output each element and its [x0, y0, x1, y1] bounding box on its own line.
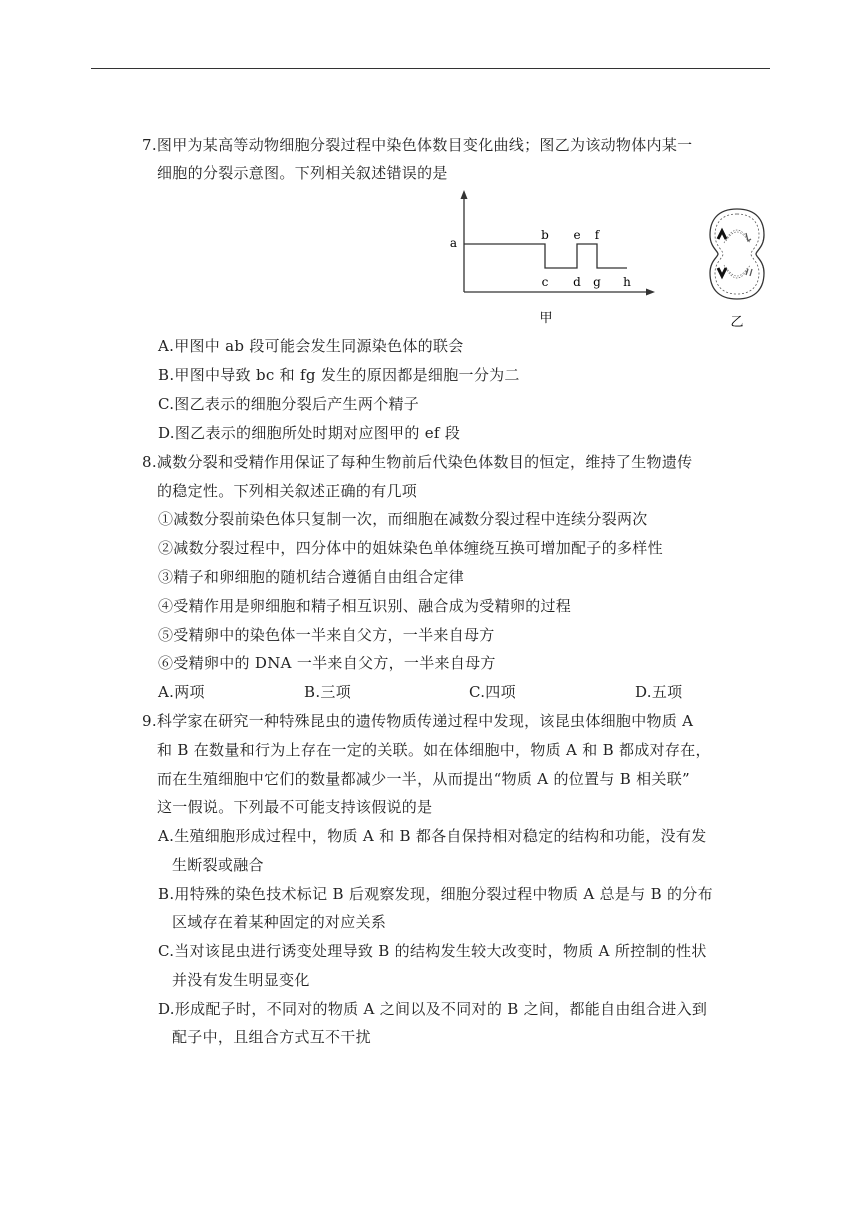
- q9-option-a-line-1: A.生殖细胞形成过程中，物质 A 和 B 都各自保持相对稳定的结构和功能，没有发: [158, 827, 707, 845]
- q8-option-a: A.两项: [158, 683, 205, 701]
- q9-option-b-line-2: 区域存在着某种固定的对应关系: [172, 913, 387, 931]
- chromosome-dark-bottom: [718, 268, 726, 276]
- figure-yi-label: 乙: [730, 315, 744, 330]
- spindle-fibers-bottom: [724, 265, 750, 278]
- q7-option-c: C.图乙表示的细胞分裂后产生两个精子: [158, 395, 420, 413]
- q7-option-d: D.图乙表示的细胞所处时期对应图甲的 ef 段: [158, 424, 461, 442]
- point-label-d: d: [573, 275, 581, 289]
- q8-stem-line-2: 的稳定性。下列相关叙述正确的有几项: [157, 482, 418, 500]
- chromosome-count-curve: [464, 244, 627, 268]
- q8-item-1: ①减数分裂前染色体只复制一次，而细胞在减数分裂过程中连续分裂两次: [158, 510, 648, 528]
- q7-stem-line-2: 细胞的分裂示意图。下列相关叙述错误的是: [157, 164, 448, 182]
- cell-membrane-inner: [715, 214, 759, 294]
- q7-option-a: A.甲图中 ab 段可能会发生同源染色体的联会: [158, 337, 464, 355]
- point-label-f: f: [594, 228, 600, 242]
- q8-option-c: C.四项: [469, 683, 516, 701]
- q9-stem-line-1: 9.科学家在研究一种特殊昆虫的遗传物质传递过程中发现，该昆虫体细胞中物质 A: [142, 712, 694, 730]
- q9-option-c-line-1: C.当对该昆虫进行诱变处理导致 B 的结构发生较大改变时，物质 A 所控制的性状: [158, 942, 707, 960]
- point-label-h: h: [623, 275, 631, 289]
- q9-option-b-line-1: B.用特殊的染色技术标记 B 后观察发现，细胞分裂过程中物质 A 总是与 B 的分布: [158, 885, 713, 903]
- header-rule: [91, 68, 770, 69]
- q9-option-d-line-1: D.形成配子时，不同对的物质 A 之间以及不同对的 B 之间，都能自由组合进入到: [158, 1000, 708, 1018]
- chromosome-dark-top: [718, 231, 726, 239]
- q8-item-6: ⑥受精卵中的 DNA 一半来自父方，一半来自母方: [158, 654, 496, 672]
- q8-option-b: B.三项: [304, 683, 351, 701]
- point-label-e: e: [573, 228, 581, 242]
- point-label-a: a: [449, 236, 457, 250]
- spindle-fibers-top: [724, 230, 750, 243]
- q8-item-2: ②减数分裂过程中，四分体中的姐妹染色单体缠绕互换可增加配子的多样性: [158, 539, 663, 557]
- q8-option-d: D.五项: [635, 683, 683, 701]
- q7-stem-line-1: 7.图甲为某高等动物细胞分裂过程中染色体数目变化曲线；图乙为该动物体内某一: [142, 136, 693, 154]
- figure-jia-chromosome-curve: [445, 188, 685, 328]
- point-label-b: b: [541, 228, 549, 242]
- q9-stem-line-2: 和 B 在数量和行为上存在一定的关联。如在体细胞中，物质 A 和 B 都成对存在，: [157, 741, 711, 759]
- q8-item-5: ⑤受精卵中的染色体一半来自父方，一半来自母方: [158, 626, 495, 644]
- chromosome-light-bottom: [746, 269, 752, 276]
- q8-stem-line-1: 8.减数分裂和受精作用保证了每种生物前后代染色体数目的恒定，维持了生物遗传: [142, 453, 693, 471]
- q9-option-c-line-2: 并没有发生明显变化: [172, 971, 310, 989]
- q9-option-a-line-2: 生断裂或融合: [172, 856, 264, 874]
- chromosome-light-top: [746, 233, 751, 241]
- point-label-g: g: [593, 275, 601, 289]
- x-axis-arrow: [646, 289, 655, 296]
- q8-item-3: ③精子和卵细胞的随机结合遵循自由组合定律: [158, 568, 465, 586]
- figure-yi-dividing-cell: [702, 203, 772, 333]
- q9-option-d-line-2: 配子中，且组合方式互不干扰: [172, 1028, 371, 1046]
- q8-item-4: ④受精作用是卵细胞和精子相互识别、融合成为受精卵的过程: [158, 597, 572, 615]
- point-label-c: c: [541, 275, 549, 289]
- q9-stem-line-3: 而在生殖细胞中它们的数量都减少一半，从而提出“物质 A 的位置与 B 相关联”: [157, 770, 690, 788]
- figure-jia-label: 甲: [539, 311, 553, 326]
- y-axis-arrow: [461, 190, 468, 199]
- q9-stem-line-4: 这一假说。下列最不可能支持该假说的是: [157, 798, 433, 816]
- q7-option-b: B.甲图中导致 bc 和 fg 发生的原因都是细胞一分为二: [158, 366, 520, 384]
